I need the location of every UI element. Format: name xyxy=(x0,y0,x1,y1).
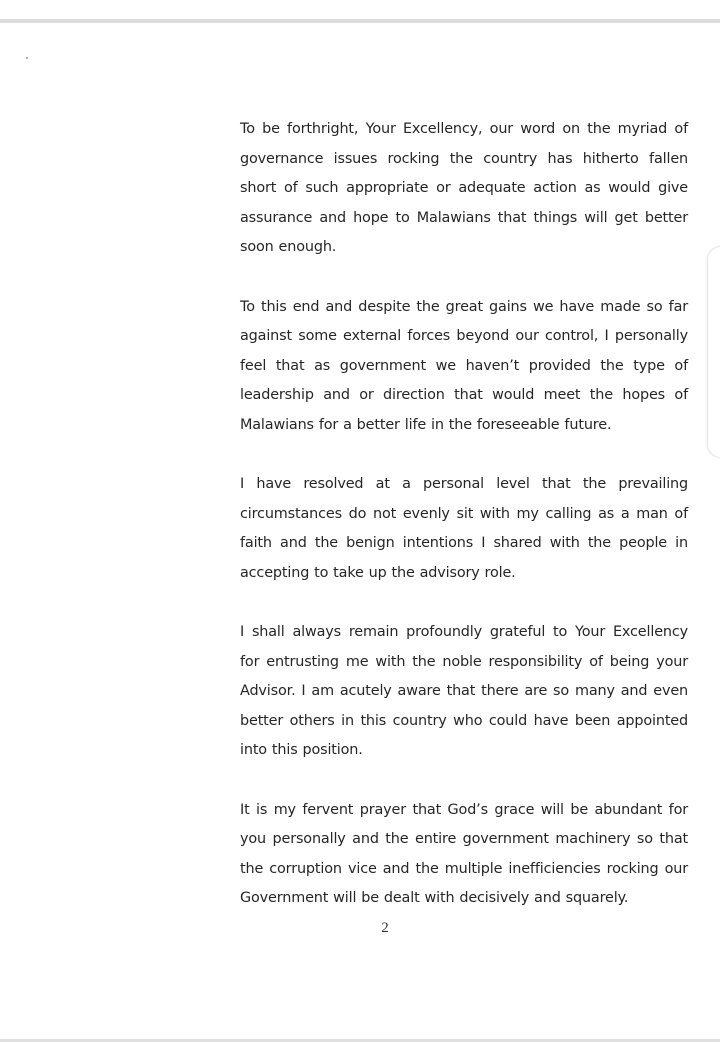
paragraph-1: To be forthright, Your Excellency, our word on the myriad of governance issues rocking the country has hitherto fallen short of such appropriate or adequate action as would give assurance and hope to Malawians that things will get better soon enough. xyxy=(240,121,688,255)
paragraph-4: I shall always remain profoundly grateful to Your Excellency for entrusting me with the noble responsibility of being your Advisor. I am acutely aware that there are so many and even better others in this country who could have been appointed into this position. xyxy=(240,624,688,758)
scan-speck xyxy=(26,57,28,59)
paragraph-3: I have resolved at a personal level that the prevailing circumstances do not evenly sit with my calling as a man of faith and the benign intentions I shared with the people in accepting to take up the advisory role. xyxy=(240,476,688,581)
top-divider xyxy=(0,19,720,23)
paragraph-2: To this end and despite the great gains we have made so far against some external forces beyond our control, I personally feel that as government we haven’t provided the type of leadership and or direction that would meet the hopes of Malawians for a better life in the foreseeable future. xyxy=(240,298,688,433)
page-number: 2 xyxy=(381,920,389,936)
letter-body xyxy=(240,115,688,944)
paragraph-5: It is my fervent prayer that God’s grace will be abundant for you personally and the entire government machinery so that the corruption vice and the multiple inefficiencies rocking our Government will be dealt with decisively and squarely. xyxy=(240,801,688,906)
side-panel-handle[interactable] xyxy=(707,246,720,458)
